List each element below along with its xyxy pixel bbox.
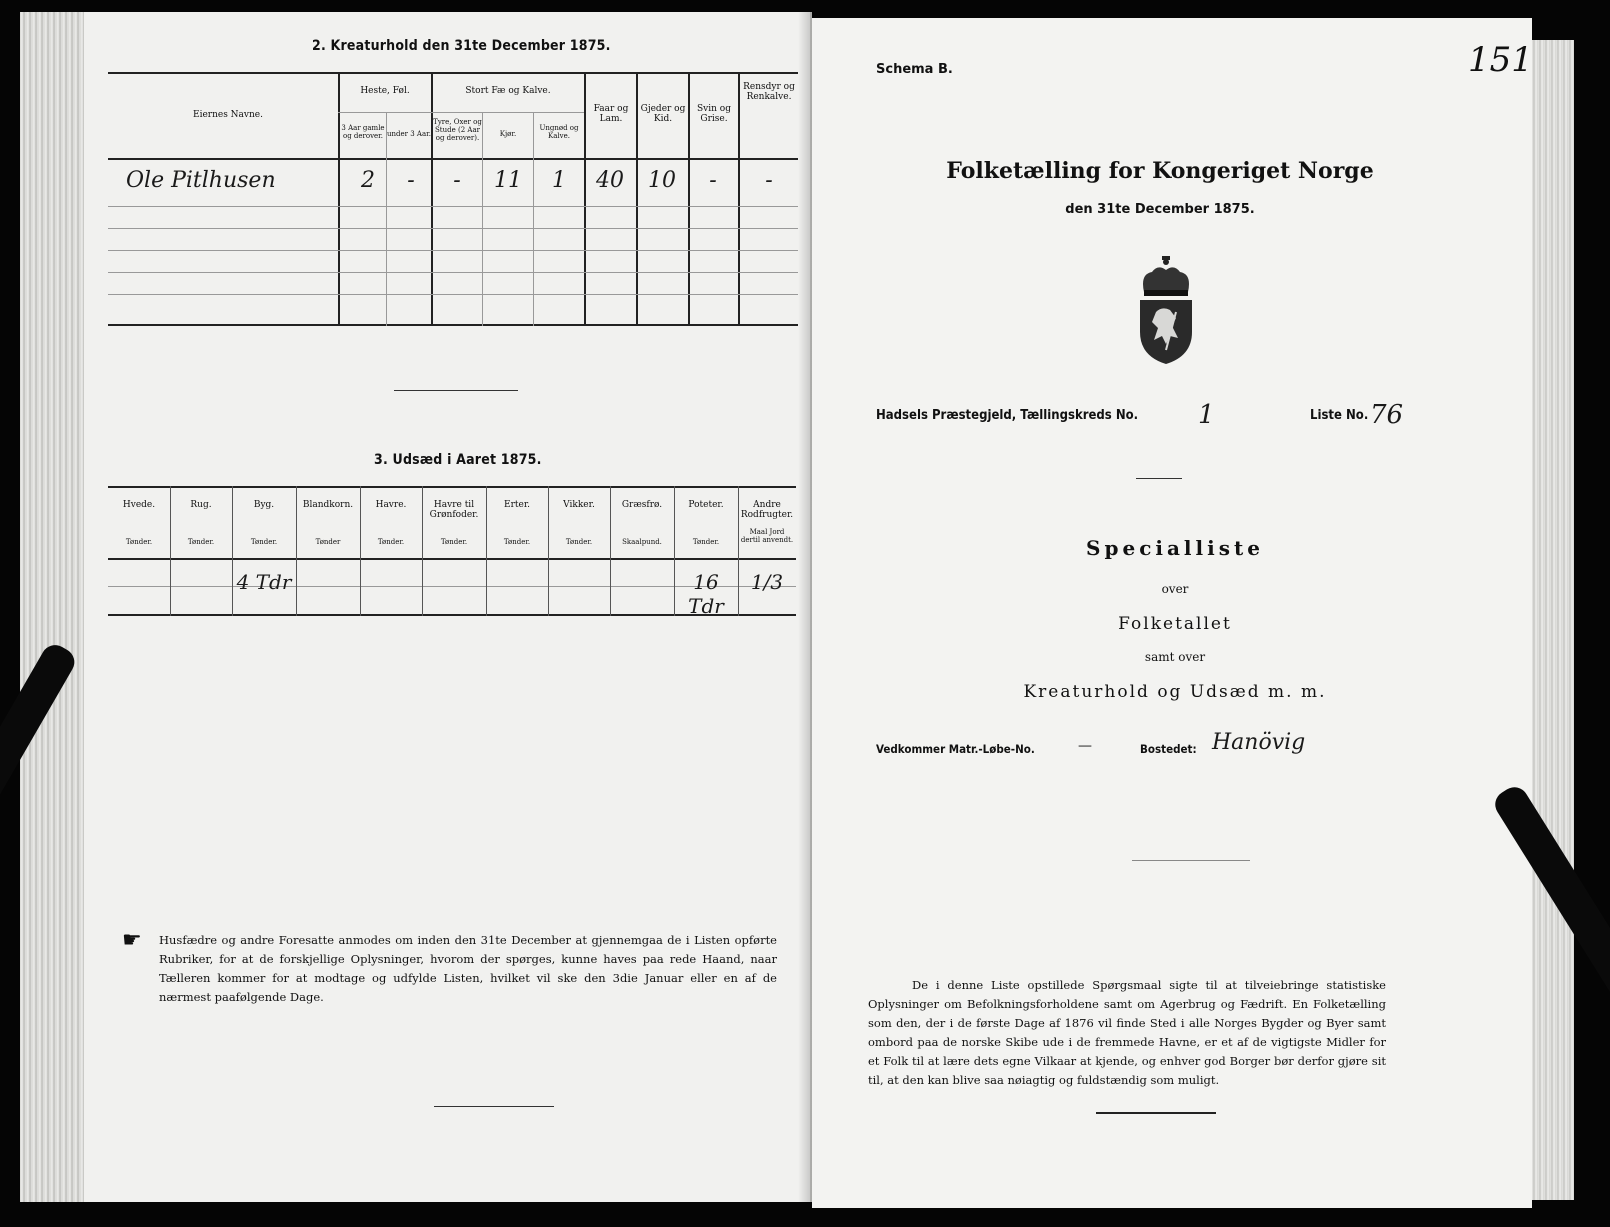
udsaed-col-3-unit: Tønder. (250, 538, 278, 546)
bosted-value: Hanövig (1212, 730, 1306, 755)
udsaed-col-1-unit: Tønder. (125, 538, 153, 546)
tellingskreds-value: 1 (1198, 400, 1215, 430)
table-rule (108, 558, 796, 560)
kreaturhold-text: Kreaturhold og Udsæd m. m. (1023, 682, 1327, 702)
matr-label: Vedkommer Matr.-Løbe-No. (876, 742, 1035, 756)
census-date: den 31te December 1875. (1065, 202, 1255, 217)
page-number: 151 (1468, 40, 1533, 80)
kreaturhold-table (108, 72, 798, 326)
col-svin-header: Svin og Grise. (697, 104, 731, 124)
kjoer-value: 11 (494, 168, 522, 193)
udsaed-col-8-name: Vikker. (563, 500, 595, 510)
bosted-label: Bostedet: (1140, 742, 1197, 756)
udsaed-table (108, 486, 796, 616)
liste-label: Liste No. (1310, 408, 1369, 423)
col-faar-header: Faar og Lam. (593, 104, 629, 124)
rensdyr-value: - (765, 168, 773, 193)
page-edges-left (20, 12, 86, 1202)
udsaed-col-3-name: Byg. (253, 500, 275, 510)
liste-value: 76 (1370, 400, 1404, 430)
udsaed-col-4-unit: Tønder (315, 538, 341, 546)
udsaed-col-11-value: 1/3 (750, 570, 784, 594)
gjeder-value: 10 (648, 168, 676, 193)
udsaed-col-1-name: Hvede. (122, 500, 156, 510)
samt-over-text: samt over (1144, 650, 1206, 664)
faar-value: 40 (596, 168, 624, 193)
udsaed-col-10-value: 16 Tdr (688, 570, 724, 618)
group-stortfae-header: Stort Fæ og Kalve. (465, 86, 551, 96)
schema-label: Schema B. (876, 62, 953, 77)
tyre-value: - (453, 168, 461, 193)
udsaed-col-5-name: Havre. (375, 500, 407, 510)
heste-old-value: 2 (361, 168, 375, 193)
udsaed-col-7-unit: Tønder. (503, 538, 531, 546)
divider-right-bottom (1096, 1112, 1216, 1114)
udsaed-col-4-name: Blandkorn. (302, 500, 354, 510)
col-owner-header: Eiernes Navne. (193, 110, 263, 120)
table-rule (108, 486, 796, 488)
divider-bottom-left (434, 1106, 554, 1107)
footnote-text: Husfædre og andre Foresatte anmodes om inden den 31te December at gjennemgaa de i Listen opførte Rubriker, for at de forskjellige Oplysninger, hvorom der spørges, kunne haves paa rede Haand, naar Tælleren kommer for at modtage og udfylde Listen, hvilket vil ske den 3die Januar eller en af de nærmest paafølgende Dage. (159, 933, 777, 1004)
divider-short (394, 390, 518, 391)
owner-name: Ole Pitlhusen (126, 168, 276, 193)
udsaed-col-10-name: Poteter. (688, 500, 724, 510)
udsaed-col-8-unit: Tønder. (565, 538, 593, 546)
col-gjeder-header: Gjeder og Kid. (640, 104, 686, 124)
udsaed-col-7-name: Erter. (504, 500, 530, 510)
udsaed-col-2-unit: Tønder. (187, 538, 215, 546)
col-tyre-header: Tyre, Oxer og Stude (2 Aar og derover). (433, 118, 482, 142)
over-text: over (1161, 582, 1189, 596)
udsaed-col-9-name: Græsfrø. (621, 500, 663, 510)
col-heste-old-header: 3 Aar gamle og derover. (341, 124, 385, 140)
udsaed-col-6-name: Havre til Grønfoder. (429, 500, 479, 520)
col-kjoer-header: Kjør. (499, 130, 517, 138)
col-rensdyr-header: Rensdyr og Renkalve. (743, 82, 795, 102)
udsaed-col-9-unit: Skaalpund. (622, 538, 662, 546)
udsaed-col-11-unit: Maal Jord dertil anvendt. (740, 528, 794, 544)
group-heste-header: Heste, Føl. (360, 86, 410, 96)
udsaed-col-10-unit: Tønder. (692, 538, 720, 546)
census-title: Folketælling for Kongeriget Norge (946, 158, 1374, 184)
udsaed-col-2-name: Rug. (190, 500, 212, 510)
udsaed-col-6-unit: Tønder. (440, 538, 468, 546)
specialliste-heading: Specialliste (1086, 536, 1264, 560)
col-ungnod-header: Ungnød og Kalve. (539, 124, 579, 140)
heste-young-value: - (407, 168, 415, 193)
svin-value: - (709, 168, 717, 193)
udsaed-col-3-value: 4 Tdr (236, 570, 292, 594)
folketallet-text: Folketallet (1118, 614, 1232, 634)
page-edges-right (1532, 40, 1574, 1200)
section3-title: 3. Udsæd i Aaret 1875. (374, 452, 542, 468)
udsaed-col-11-name: Andre Rodfrugter. (740, 500, 794, 520)
coat-of-arms-icon (1132, 252, 1200, 368)
divider-right-mid (1132, 860, 1250, 861)
col-heste-young-header: under 3 Aar. (387, 130, 431, 138)
matr-value: — (1078, 738, 1092, 754)
ungnod-value: 1 (552, 168, 566, 193)
info-paragraph: De i denne Liste opstillede Spørgsmaal sigte til at tilveiebringe statistiske Oplysninger om Befolkningsforholdene samt om Agerbrug og Fædrift. En Folketælling som den, der i de første Dage af 1876 vil finde Sted i alle Norges Bygder og Byer samt ombord paa de norske Skibe ude i de fremmede Havne, er et af de vigtigste Midler for et Folk til at lære dets egne Vilkaar at kjende, og enhver god Borger bør derfor gjøre sit til, at den kan blive saa nøiagtig og fuldstændig som muligt. (868, 978, 1386, 1087)
section2-title: 2. Kreaturhold den 31te December 1875. (312, 38, 611, 54)
udsaed-col-5-unit: Tønder. (377, 538, 405, 546)
prestegjeld-label: Hadsels Præstegjeld, Tællingskreds No. (876, 408, 1139, 423)
divider-right-top (1136, 478, 1182, 479)
pointing-hand-icon: ☛ (122, 928, 142, 953)
